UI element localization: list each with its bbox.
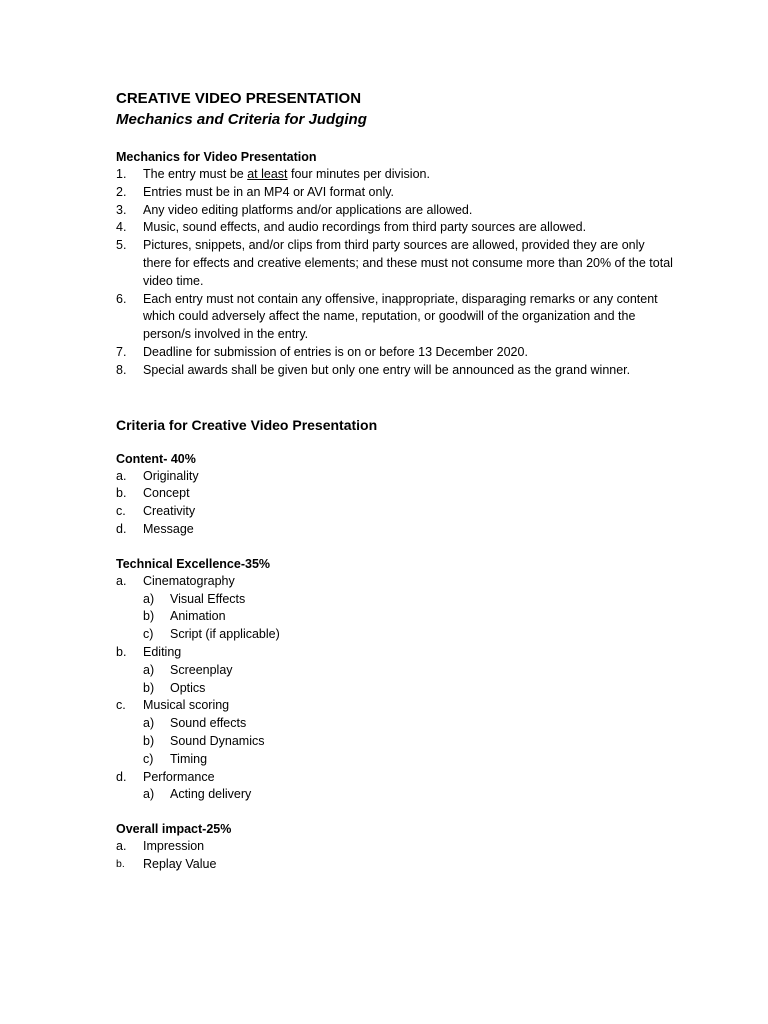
document-page	[116, 90, 676, 874]
item-number: 3.	[116, 202, 127, 217]
criteria-subitem	[116, 786, 676, 804]
item-text-post: four minutes per division.	[287, 167, 430, 181]
subitem-letter: b)	[143, 609, 155, 624]
subitem-text: Timing	[170, 751, 208, 766]
item-text: Originality	[143, 468, 199, 483]
technical-list	[116, 573, 676, 804]
criteria-subitem	[116, 608, 676, 626]
criteria-item	[116, 468, 676, 486]
item-letter: a.	[116, 573, 127, 588]
item-text: Performance	[143, 769, 215, 784]
mechanics-item	[116, 202, 676, 220]
mechanics-item	[116, 237, 676, 290]
item-text: Special awards shall be given but only one entry will be announced as the grand winner.	[143, 362, 631, 377]
criteria-item	[116, 573, 676, 591]
document-subtitle: Mechanics and Criteria for Judging	[116, 111, 367, 128]
item-text: Cinematography	[143, 573, 235, 588]
criteria-item	[116, 503, 676, 521]
criteria-subitem	[116, 626, 676, 644]
item-text: Creativity	[143, 504, 196, 519]
subitem-text: Visual Effects	[170, 591, 246, 606]
criteria-subitem	[116, 662, 676, 680]
item-letter: a.	[116, 839, 127, 854]
subitem-text: Animation	[170, 609, 226, 624]
subitem-letter: c)	[143, 627, 154, 642]
criteria-heading: Criteria for Creative Video Presentation	[116, 416, 378, 433]
item-letter: d.	[116, 521, 127, 536]
subitem-letter: a)	[143, 716, 155, 731]
criteria-item	[116, 521, 676, 539]
item-number: 7.	[116, 344, 127, 359]
content-list	[116, 468, 676, 539]
item-number: 6.	[116, 291, 127, 306]
criteria-subitem	[116, 733, 676, 751]
criteria-subitem	[116, 751, 676, 769]
item-letter: b.	[116, 644, 127, 659]
item-text: Pictures, snippets, and/or clips from third party sources are allowed, provided they are only there for effects and creative elements; and these must not consume more than 20% of the total video time.	[143, 238, 673, 288]
criteria-item	[116, 697, 676, 715]
subitem-text: Script (if applicable)	[170, 627, 280, 642]
item-letter: d.	[116, 769, 127, 784]
subitem-letter: c)	[143, 751, 154, 766]
item-text: Entries must be in an MP4 or AVI format only.	[143, 184, 395, 199]
item-text-underline: at least	[247, 167, 288, 181]
item-letter: c.	[116, 698, 126, 713]
item-number: 8.	[116, 362, 127, 377]
item-text	[116, 166, 676, 184]
overall-heading: Overall impact-25%	[116, 822, 232, 837]
subitem-text: Sound Dynamics	[170, 733, 265, 748]
item-text: Deadline for submission of entries is on or before 13 December 2020.	[143, 344, 528, 359]
item-text: Impression	[143, 839, 205, 854]
item-text: Music, sound effects, and audio recordings from third party sources are allowed.	[143, 220, 587, 235]
subitem-text: Sound effects	[170, 716, 247, 731]
criteria-item	[116, 769, 676, 787]
item-text: Concept	[143, 486, 190, 501]
criteria-item	[116, 856, 676, 874]
subitem-text: Optics	[170, 680, 206, 695]
item-text: Musical scoring	[143, 698, 230, 713]
mechanics-heading: Mechanics for Video Presentation	[116, 150, 317, 164]
criteria-item	[116, 644, 676, 662]
item-number: 4.	[116, 220, 127, 235]
item-text: Replay Value	[143, 856, 217, 871]
subitem-letter: a)	[143, 662, 155, 677]
mechanics-item	[116, 362, 676, 380]
item-number: 1.	[116, 167, 127, 181]
content-heading: Content- 40%	[116, 451, 196, 466]
criteria-subitem	[116, 591, 676, 609]
technical-heading: Technical Excellence-35%	[116, 556, 271, 571]
item-letter: b.	[116, 486, 127, 501]
item-text: Any video editing platforms and/or applications are allowed.	[143, 202, 473, 217]
subitem-letter: a)	[143, 787, 155, 802]
item-letter: a.	[116, 468, 127, 483]
item-text: Message	[143, 521, 194, 536]
item-text-pre: The entry must be	[143, 167, 248, 181]
item-number: 5.	[116, 238, 127, 253]
mechanics-item	[116, 184, 676, 202]
mechanics-item	[116, 344, 676, 362]
subitem-text: Screenplay	[170, 662, 233, 677]
criteria-subitem	[116, 715, 676, 733]
overall-list	[116, 838, 676, 874]
document-title: CREATIVE VIDEO PRESENTATION	[116, 90, 362, 107]
mechanics-item	[116, 166, 676, 184]
mechanics-item	[116, 219, 676, 237]
item-text: Each entry must not contain any offensive, inappropriate, disparaging remarks or any content which could adversely affect the name, reputation, or goodwill of the organization and the person/s involved in the entry.	[143, 291, 658, 342]
subitem-letter: b)	[143, 733, 155, 748]
item-letter: c.	[116, 504, 126, 519]
item-letter: b.	[116, 857, 125, 870]
item-text: Editing	[143, 644, 182, 659]
subitem-letter: a)	[143, 591, 155, 606]
mechanics-item	[116, 291, 676, 344]
subitem-text: Acting delivery	[170, 787, 252, 802]
criteria-subitem	[116, 680, 676, 698]
mechanics-list	[116, 166, 676, 380]
subitem-letter: b)	[143, 680, 155, 695]
criteria-item	[116, 485, 676, 503]
item-number: 2.	[116, 184, 127, 199]
criteria-item	[116, 838, 676, 856]
